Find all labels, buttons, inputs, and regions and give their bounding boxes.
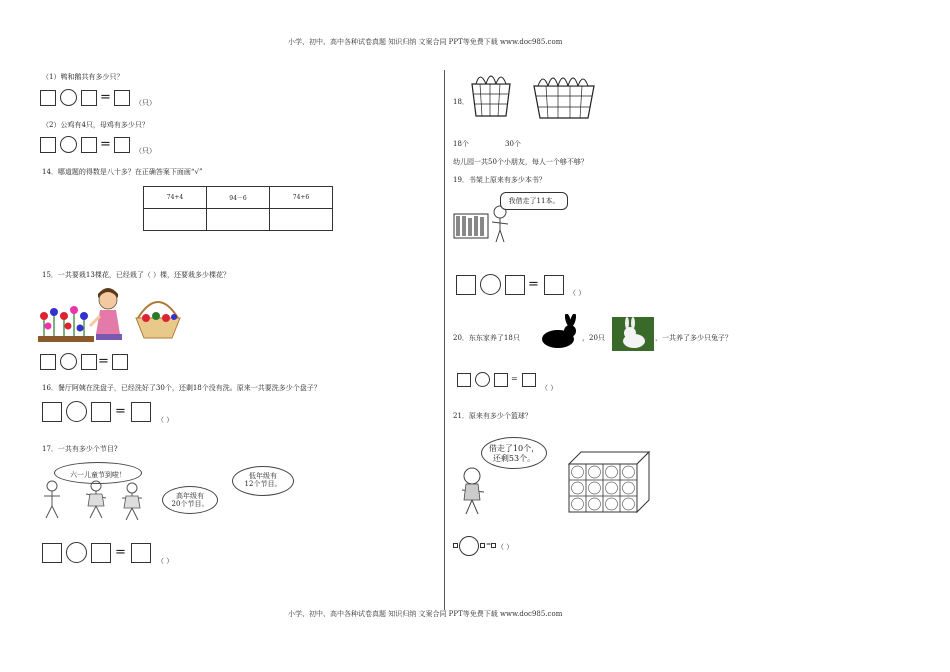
q18-count-small-basket: 18个 [453,140,469,148]
answer-box[interactable] [544,275,564,295]
bubble-line: 还剩53个。 [492,454,536,463]
q16-text: 16．餐厅阿姨在洗盘子，已经洗好了30个，还剩18个没有洗。原来一共要洗多少个盘子？ [42,384,321,392]
answer-box[interactable] [494,373,508,387]
answer-box[interactable] [114,137,130,153]
q17-speech-bubble-childrens-day: 六一儿童节到啦！ [54,462,142,484]
operator-circle[interactable] [480,274,501,295]
q21-speech-bubble [481,437,547,469]
answer-box[interactable] [480,543,485,548]
answer-box[interactable] [114,90,130,106]
answer-box[interactable] [42,402,62,422]
answer-box[interactable] [457,373,471,387]
q14-text: 14．哪道题的得数是八十多？在正确答案下面画“√” [42,168,203,176]
answer-box[interactable] [81,90,97,106]
bubble-line: 低年级有 [249,472,277,480]
unit-label: （只） [135,147,156,155]
unit-label: （ ） [157,416,174,424]
q20-white-rabbit-photo [612,317,654,351]
answer-box[interactable] [81,137,97,153]
q20-text-c: ，一共养了多少只兔子？ [655,334,732,342]
answer-box[interactable] [81,354,97,370]
equals-sign: = [98,354,109,369]
equals-sign: = [511,374,518,383]
operator-circle[interactable] [60,353,77,370]
bubble-line: 借走了10个， [488,444,540,453]
q19-speech-bubble: 我借走了11本。 [500,192,568,210]
answer-box[interactable] [131,543,151,563]
equals-sign: = [100,137,111,152]
equals-sign: = [528,277,539,292]
q17-speech-bubble-upper-grades [162,486,218,514]
operator-circle[interactable] [66,542,87,563]
q14-answer-cell[interactable] [270,209,333,231]
unit-label: （ ） [497,543,514,551]
column-divider [444,70,445,610]
equals-sign: = [115,545,126,560]
q17-dancing-children-illustration [40,478,160,524]
operator-circle[interactable] [60,136,77,153]
q14-option: 74+6 [270,187,333,209]
answer-box[interactable] [456,275,476,295]
operator-circle[interactable] [60,89,77,106]
q14-option: 94－6 [207,187,270,209]
q20-text-a: 20．东东家养了18只 [453,334,520,342]
q18-count-large-basket: 30个 [505,140,521,148]
q21-boy-illustration [454,466,502,518]
q20-black-rabbit-image [536,314,580,350]
q18-number: 18． [453,98,469,106]
q14-option: 74+4 [144,187,207,209]
q14-answer-cell[interactable] [207,209,270,231]
answer-box[interactable] [91,543,111,563]
unit-label: （ ） [541,384,558,392]
equals-sign: = [486,541,492,548]
bubble-line: 高年级有 [176,492,204,500]
answer-box[interactable] [522,373,536,387]
bubble-line: 20个节目。 [171,500,209,509]
answer-box[interactable] [131,402,151,422]
q19-text: 19．书架上原来有多少本书？ [453,176,546,184]
q14-answer-cell[interactable] [144,209,207,231]
answer-box[interactable] [40,137,56,153]
page-footer: 小学、初中、高中各种试卷真题 知识归纳 文案合同 PPT等免费下载 www.doc985.com [288,610,563,618]
operator-circle[interactable] [66,401,87,422]
q17-text: 17．一共有多少个节目? [42,445,118,453]
q-part2-text: （2）公鸡有4只，母鸡有多少只？ [42,121,149,129]
operator-circle[interactable] [475,372,490,387]
unit-label: （ ） [569,289,586,297]
q-part1-text: （1）鸭和鹅共有多少只？ [42,73,124,81]
answer-box[interactable] [491,543,496,548]
answer-box[interactable] [112,354,128,370]
q21-basketball-boxes-illustration [567,450,651,516]
q14-table [143,186,333,231]
equals-sign: = [115,404,126,419]
operator-circle[interactable] [459,536,479,556]
q17-speech-bubble-lower-grades [232,466,294,496]
bubble-line: 12个节目。 [244,480,282,489]
answer-box[interactable] [505,275,525,295]
unit-label: （只） [135,99,156,107]
answer-box[interactable] [40,354,56,370]
answer-box[interactable] [91,402,111,422]
q18-strawberry-baskets-illustration [466,68,606,122]
answer-box[interactable] [453,543,458,548]
answer-box[interactable] [42,543,62,563]
q15-text: 15．一共要栽13棵花，已经栽了（ ）棵，还要栽多少棵花？ [42,271,231,279]
answer-box[interactable] [40,90,56,106]
q18-text: 幼儿园一共50个小朋友，每人一个够不够？ [453,158,588,166]
q21-text: 21．原来有多少个篮球？ [453,412,532,420]
unit-label: （ ） [157,557,174,565]
equals-sign: = [100,90,111,105]
q15-girl-planting-illustration [38,288,188,344]
page-header: 小学、初中、高中各种试卷真题 知识归纳 文案合同 PPT等免费下载 www.doc985.com [288,38,563,46]
q20-text-b: ，20只 [582,334,605,342]
